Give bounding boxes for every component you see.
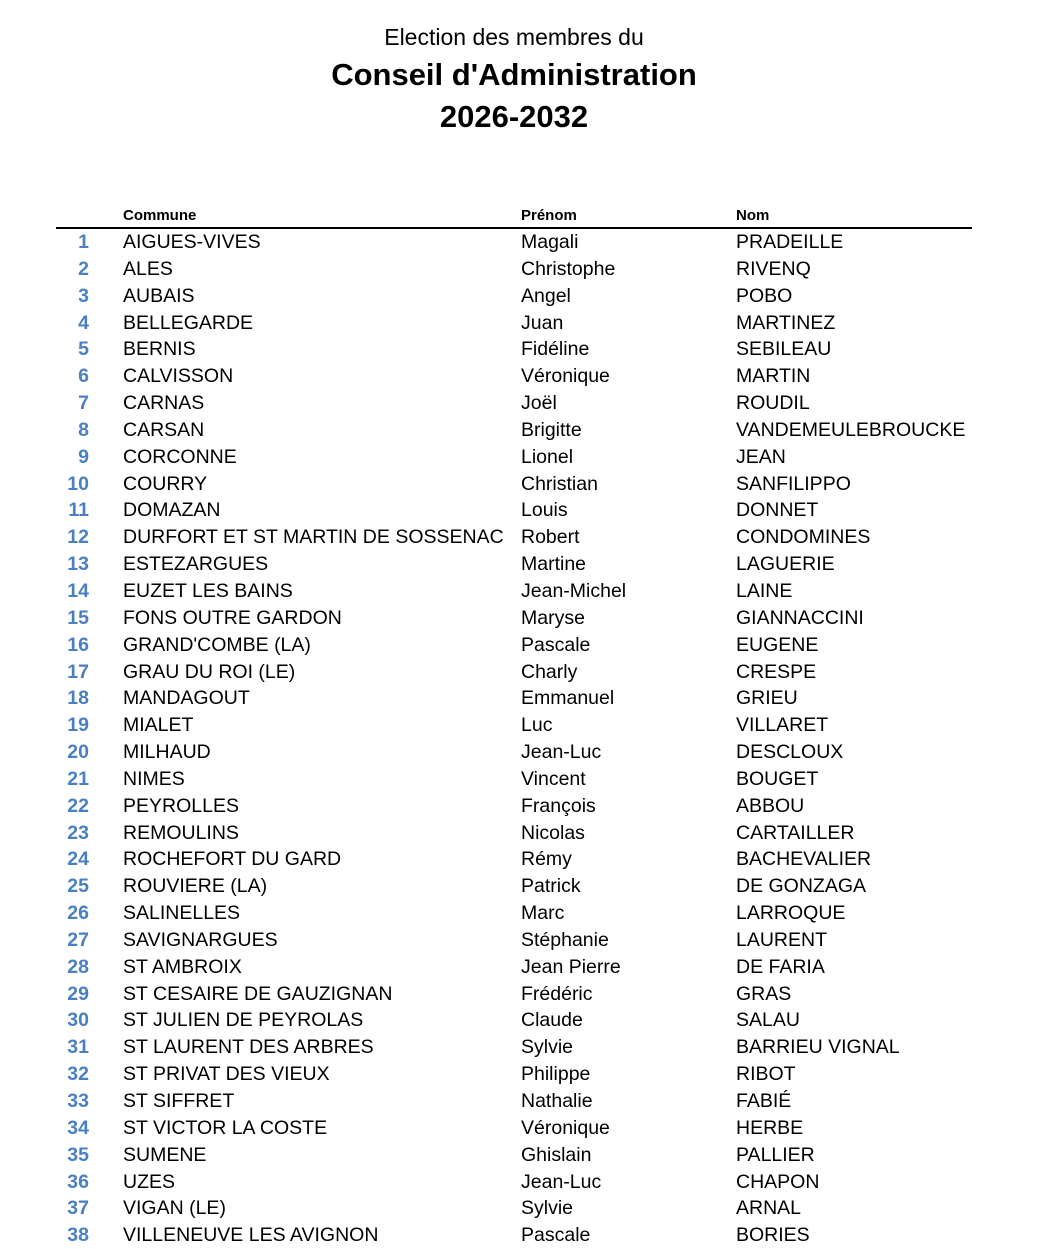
cell-nom: LAINE [736,579,793,602]
cell-commune: ALES [123,257,173,280]
cell-nom: PRADEILLE [736,231,844,253]
cell-commune: VILLENEUVE LES AVIGNON [123,1224,379,1247]
row-number: 35 [67,1143,89,1166]
table-row [56,1007,972,1034]
row-number: 27 [67,928,89,951]
cell-prenom: Pascale [521,1224,591,1247]
cell-nom: FABIÉ [736,1090,792,1112]
table-row [56,417,972,444]
table-row [56,685,972,712]
table-row [56,900,972,927]
row-number: 37 [67,1197,89,1220]
row-number: 16 [67,633,89,656]
row-number: 19 [67,714,89,737]
row-number: 8 [78,418,89,441]
cell-commune: MIALET [123,714,194,737]
cell-commune: ST AMBROIX [123,955,242,978]
cell-nom: BOUGET [736,767,819,790]
cell-commune: MANDAGOUT [123,687,250,710]
cell-nom: JEAN [736,445,786,468]
cell-commune: COURRY [123,472,208,495]
document-subtitle: Election des membres du [384,24,644,50]
row-number: 5 [78,338,89,361]
cell-nom: LARROQUE [736,902,846,925]
row-number: 10 [67,472,89,495]
row-number: 13 [67,553,89,576]
cell-commune: PEYROLLES [123,794,239,817]
cell-prenom: Vincent [521,767,586,790]
table-row [56,820,972,847]
cell-commune: ESTEZARGUES [123,553,269,576]
document-title: Conseil d'Administration [331,57,697,92]
cell-prenom: Jean-Michel [521,579,627,602]
cell-prenom: Luc [521,714,553,737]
cell-commune: REMOULINS [123,821,239,844]
table-row [56,1142,972,1169]
cell-nom: DONNET [736,499,819,522]
cell-nom: GRIEU [736,687,798,710]
cell-prenom: Sylvie [521,1197,574,1220]
cell-commune: SAVIGNARGUES [123,928,278,951]
cell-nom: VILLARET [736,714,829,737]
cell-commune: AUBAIS [123,284,195,307]
table-row [56,578,972,605]
cell-commune: ST JULIEN DE PEYROLAS [123,1009,364,1032]
cell-prenom: Juan [521,311,564,334]
cell-nom: BACHEVALIER [736,848,872,871]
row-number: 4 [78,311,89,334]
table-row [56,1088,972,1115]
row-number: 20 [67,741,89,764]
cell-prenom: Christophe [521,257,616,280]
cell-commune: BERNIS [123,338,196,361]
cell-commune: BELLEGARDE [123,311,254,334]
row-number: 38 [67,1224,89,1247]
row-number: 31 [67,1036,89,1059]
cell-prenom: Jean-Luc [521,741,602,764]
row-number: 9 [78,445,89,468]
cell-nom: DE GONZAGA [736,875,867,898]
cell-prenom: Christian [521,472,598,495]
cell-commune: FONS OUTRE GARDON [123,606,342,629]
cell-prenom: Pascale [521,633,591,656]
cell-prenom: Nicolas [521,821,585,844]
cell-commune: EUZET LES BAINS [123,579,293,602]
cell-commune: CARNAS [123,392,205,415]
document-years: 2026-2032 [439,99,589,134]
cell-commune: SALINELLES [123,902,241,925]
cell-prenom: Véronique [521,1116,610,1139]
table-row [56,1222,972,1249]
row-number: 15 [67,606,89,629]
cell-commune: MILHAUD [123,741,211,764]
cell-prenom: Magali [521,231,579,253]
cell-commune: NIMES [123,767,185,790]
row-number: 1 [78,231,89,253]
cell-prenom: Charly [521,660,578,683]
cell-prenom: Ghislain [521,1143,592,1166]
row-number: 23 [67,821,89,844]
table-row [56,632,972,659]
row-number: 3 [78,284,89,307]
cell-nom: SALAU [736,1009,800,1032]
table-row [56,1169,972,1196]
row-number: 34 [67,1116,89,1139]
cell-prenom: Marc [521,902,565,925]
cell-prenom: François [521,794,596,817]
cell-nom: CONDOMINES [736,526,871,549]
cell-prenom: Brigitte [521,418,582,441]
table-row [56,1195,972,1222]
cell-nom: SEBILEAU [736,338,832,361]
cell-commune: VIGAN (LE) [123,1197,226,1220]
row-number: 28 [67,955,89,978]
cell-nom: DE FARIA [736,955,825,978]
row-number: 25 [67,875,89,898]
cell-nom: RIBOT [736,1063,796,1086]
cell-commune: ST LAURENT DES ARBRES [123,1036,374,1059]
cell-prenom: Robert [521,526,580,549]
cell-nom: HERBE [736,1116,804,1139]
table-row [56,444,972,471]
row-number: 17 [67,660,89,683]
table-header [56,204,972,229]
row-number: 30 [67,1009,89,1032]
row-number: 7 [78,392,89,415]
cell-nom: ABBOU [736,794,805,817]
table-row [56,1061,972,1088]
row-number: 32 [67,1063,89,1086]
table-row [56,981,972,1008]
cell-nom: ROUDIL [736,392,810,415]
cell-nom: EUGENE [736,633,819,656]
table-row [56,793,972,820]
cell-commune: DURFORT ET ST MARTIN DE SOSSENAC [123,526,504,549]
cell-commune: ROUVIERE (LA) [123,875,268,898]
cell-nom: PALLIER [736,1143,815,1166]
cell-prenom: Rémy [521,848,572,871]
cell-prenom: Martine [521,553,587,576]
cell-commune: ST PRIVAT DES VIEUX [123,1063,330,1086]
cell-nom: SANFILIPPO [736,472,851,495]
table-row [56,524,972,551]
table-row [56,1034,972,1061]
column-header-prenom: Prénom [521,207,577,224]
table-row [56,873,972,900]
row-number: 12 [67,526,89,549]
cell-nom: CARTAILLER [736,821,855,844]
cell-commune: UZES [123,1170,176,1193]
cell-nom: ARNAL [736,1197,802,1220]
row-number: 22 [67,794,89,817]
table-row [56,551,972,578]
table-row [56,336,972,363]
table-row [56,739,972,766]
cell-commune: ST CESAIRE DE GAUZIGNAN [123,982,393,1005]
table-row [56,390,972,417]
column-header-nom: Nom [736,207,770,224]
cell-commune: CARSAN [123,418,205,441]
cell-nom: CHAPON [736,1170,820,1193]
cell-nom: MARTIN [736,365,811,388]
table-row [56,471,972,498]
cell-nom: CRESPE [736,660,817,683]
cell-prenom: Joël [521,392,557,415]
row-number: 21 [67,767,89,790]
table-row [56,283,972,310]
cell-nom: GRAS [736,982,792,1005]
cell-prenom: Jean-Luc [521,1170,602,1193]
cell-nom: POBO [736,284,793,307]
cell-prenom: Fidéline [521,338,590,361]
cell-prenom: Véronique [521,365,610,388]
cell-nom: MARTINEZ [736,311,836,334]
table-row [56,712,972,739]
row-number: 6 [78,365,89,388]
table-row [56,954,972,981]
table-body [56,229,972,1249]
cell-prenom: Frédéric [521,982,593,1005]
table-row [56,927,972,954]
cell-prenom: Angel [521,284,571,307]
cell-commune: CALVISSON [123,365,234,388]
row-number: 2 [78,257,89,280]
cell-prenom: Patrick [521,875,581,898]
cell-prenom: Nathalie [521,1090,593,1112]
row-number: 24 [67,848,89,871]
cell-nom: BORIES [736,1224,810,1247]
cell-commune: GRAND'COMBE (LA) [123,633,311,656]
table-row [56,659,972,686]
row-number: 29 [67,982,89,1005]
cell-commune: ST VICTOR LA COSTE [123,1116,328,1139]
cell-nom: RIVENQ [736,257,811,280]
cell-prenom: Jean Pierre [521,955,621,978]
row-number: 14 [67,579,89,602]
row-number: 26 [67,902,89,925]
table-row [56,605,972,632]
members-table [56,204,972,1249]
cell-prenom: Claude [521,1009,583,1032]
table-row [56,497,972,524]
table-row [56,229,972,256]
cell-nom: DESCLOUX [736,741,844,764]
table-row [56,766,972,793]
table-row [56,310,972,337]
cell-commune: ROCHEFORT DU GARD [123,848,342,871]
row-number: 11 [68,499,89,522]
cell-commune: AIGUES-VIVES [123,231,261,253]
cell-prenom: Maryse [521,606,585,629]
row-number: 33 [67,1090,89,1112]
cell-nom: LAURENT [736,928,828,951]
cell-commune: DOMAZAN [123,499,221,522]
row-number: 18 [67,687,89,710]
cell-commune: ST SIFFRET [123,1090,235,1112]
cell-nom: GIANNACCINI [736,606,864,629]
cell-prenom: Emmanuel [521,687,615,710]
cell-commune: SUMENE [123,1143,207,1166]
table-row [56,256,972,283]
cell-commune: CORCONNE [123,445,237,468]
row-number: 36 [67,1170,89,1193]
cell-prenom: Philippe [521,1063,591,1086]
table-row [56,1115,972,1142]
cell-prenom: Stéphanie [521,928,609,951]
column-header-commune: Commune [123,207,197,224]
cell-nom: VANDEMEULEBROUCKE [736,418,966,441]
cell-prenom: Louis [521,499,568,522]
cell-nom: LAGUERIE [736,553,835,576]
table-row [56,363,972,390]
cell-prenom: Sylvie [521,1036,574,1059]
cell-nom: BARRIEU VIGNAL [736,1036,900,1059]
cell-prenom: Lionel [521,445,574,468]
table-row [56,846,972,873]
cell-commune: GRAU DU ROI (LE) [123,660,296,683]
